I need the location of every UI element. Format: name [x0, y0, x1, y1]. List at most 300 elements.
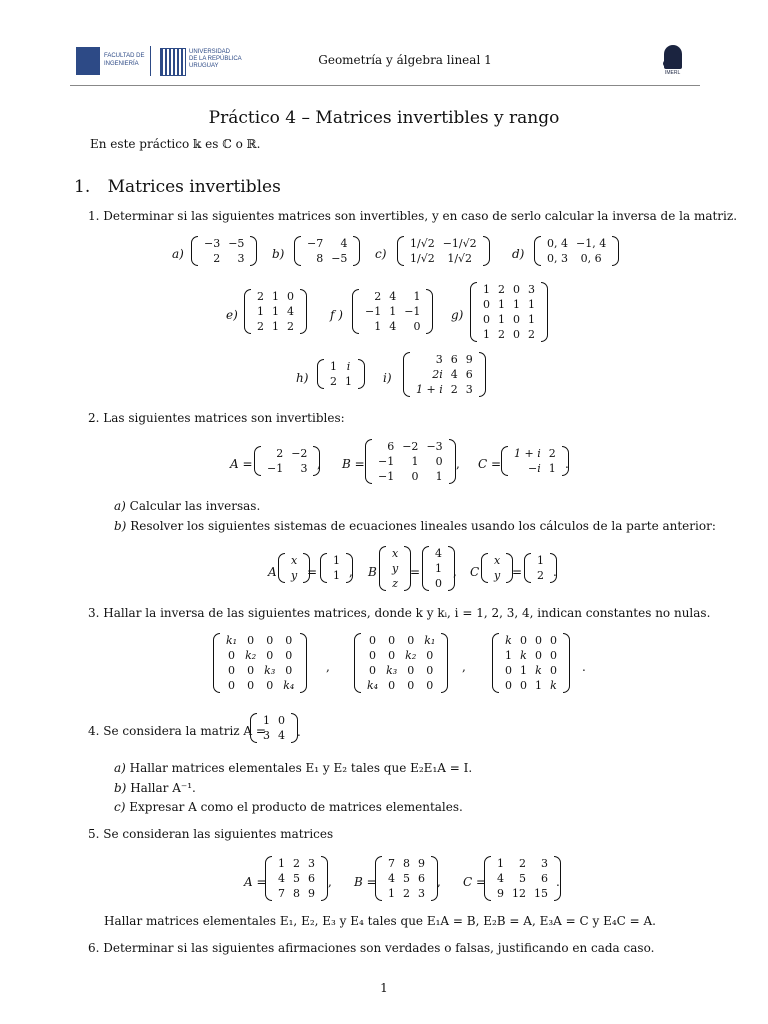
matrix-row [533, 553, 548, 568]
left-paren [191, 236, 198, 266]
matrix-cell: k₂ [405, 649, 417, 662]
matrix-row [501, 648, 561, 663]
matrix-row [326, 359, 356, 374]
matrix-cell: 1 [498, 298, 505, 311]
right-paren [426, 289, 433, 334]
ex3-matrix-1 [213, 633, 307, 693]
ex1-label-g: g) [451, 308, 464, 322]
matrix-row [510, 446, 560, 461]
matrix-cell: 6 [387, 440, 395, 453]
matrix-cell: 9 [308, 887, 315, 900]
matrix-body [326, 359, 356, 389]
fing-logo-line1: FACULTAD DE [104, 53, 145, 59]
matrix-row [479, 282, 539, 297]
equals: = [512, 565, 523, 579]
matrix-row [253, 319, 298, 334]
matrix-cell: y [291, 569, 298, 582]
matrix-cell: k₃ [386, 664, 398, 677]
matrix-cell: 1 [535, 679, 542, 692]
ex1-matrix-c [397, 236, 490, 266]
matrix-body [259, 713, 289, 743]
matrix-row [329, 553, 344, 568]
right-paren [321, 856, 328, 901]
matrix-cell: 0 [228, 649, 236, 662]
period: . [297, 725, 301, 739]
matrix-cell: 2 [276, 447, 284, 460]
matrix-cell: 0 [550, 634, 557, 647]
matrix-cell: 8 [316, 252, 324, 265]
right-paren [300, 633, 307, 693]
matrix-cell: 0 [369, 649, 377, 662]
matrix-cell: 1 [435, 562, 442, 575]
matrix-cell: 0 [278, 714, 285, 727]
matrix-row [384, 856, 429, 871]
matrix-row [303, 251, 351, 266]
matrix-row [384, 871, 429, 886]
matrix-cell: 1 + i [514, 447, 541, 460]
matrix-cell: 2 [528, 328, 535, 341]
ex4-item-b: b) Hallar A⁻¹. [114, 781, 196, 795]
right-paren [300, 289, 307, 334]
matrix-row [543, 251, 610, 266]
left-paren [265, 856, 272, 901]
ex2-B-label: B = [342, 457, 365, 471]
matrix-row [363, 633, 439, 648]
matrix-body [384, 856, 429, 901]
matrix-row [259, 713, 289, 728]
ex1-matrix-g [470, 282, 548, 342]
sysC-vars [481, 553, 513, 583]
matrix-cell: 4 [389, 290, 397, 303]
udelar-line2: DE LA REPÚBLICA [189, 56, 242, 62]
comma: , [349, 565, 353, 579]
matrix-cell: 0 [388, 649, 396, 662]
matrix-cell: 0 [266, 649, 274, 662]
matrix-cell: 2 [257, 320, 264, 333]
matrix-row [501, 663, 561, 678]
matrix-cell: x [291, 554, 298, 567]
matrix-cell: k [520, 649, 527, 662]
ex5-C-label: C = [463, 875, 487, 889]
matrix-cell: 0 [266, 634, 274, 647]
matrix-cell: 1 [278, 857, 285, 870]
ex1-label-c: c) [375, 247, 387, 261]
matrix-cell: 1 [330, 360, 337, 373]
matrix-cell: −1 [378, 470, 395, 483]
matrix-cell: 0 [426, 664, 434, 677]
matrix-cell: 1 [520, 664, 527, 677]
matrix-cell: 4 [450, 368, 458, 381]
ex5-A-label: A = [244, 875, 267, 889]
matrix-cell: k₃ [264, 664, 276, 677]
matrix-cell: 4 [435, 547, 442, 560]
matrix-cell: 2 [548, 447, 556, 460]
matrix-cell: 0 [505, 679, 512, 692]
matrix-cell: 1 [497, 857, 504, 870]
matrix-cell: 5 [403, 872, 410, 885]
left-paren [534, 236, 541, 266]
matrix-cell: −3 [426, 440, 443, 453]
matrix-cell: −1 [267, 462, 284, 475]
page-number: 1 [380, 981, 388, 995]
matrix-body [543, 236, 610, 266]
matrix-cell: 1 [388, 887, 395, 900]
matrix-cell: 2 [537, 569, 544, 582]
matrix-cell: 4 [497, 872, 504, 885]
sysB-vars [379, 546, 411, 591]
matrix-cell: 0 [285, 634, 293, 647]
left-paren [481, 553, 488, 583]
matrix-row [274, 871, 319, 886]
matrix-cell: −1/√2 [442, 237, 477, 250]
matrix-body [388, 546, 402, 591]
matrix-cell: 2 [287, 320, 294, 333]
matrix-row [253, 289, 298, 304]
matrix-cell: 1/√2 [447, 252, 473, 265]
matrix-body [510, 446, 560, 476]
matrix-cell: 0 [435, 577, 442, 590]
matrix-row [222, 663, 298, 678]
matrix-cell: 0 [513, 283, 520, 296]
period: . [565, 457, 569, 471]
matrix-row [287, 568, 301, 583]
matrix-cell: 2 [374, 290, 382, 303]
ex2-item-b-text: Resolver los siguientes sistemas de ecuaciones lineales usando los cálculos de la parte anterior: [130, 519, 716, 533]
matrix-cell: 1 [333, 569, 340, 582]
left-paren [365, 439, 372, 484]
matrix-cell: k₁ [424, 634, 436, 647]
matrix-cell: 3 [263, 729, 270, 742]
matrix-cell: 2 [498, 283, 505, 296]
udelar-line3: URUGUAY [189, 63, 219, 69]
matrix-cell: 1/√2 [410, 252, 435, 265]
ex1-label-f: f ) [330, 308, 343, 322]
matrix-cell: 1 [389, 305, 397, 318]
matrix-cell: 3 [237, 252, 245, 265]
intro-text: En este práctico 𝕜 es ℂ o ℝ. [90, 137, 261, 151]
comma: , [317, 457, 321, 471]
matrix-cell: −5 [228, 237, 245, 250]
ex3-matrix-2 [354, 633, 448, 693]
matrix-body [253, 289, 298, 334]
logo-divider [150, 46, 151, 76]
udelar-line1: UNIVERSIDAD [189, 49, 231, 55]
matrix-cell: 2 [450, 383, 458, 396]
matrix-body [493, 856, 552, 901]
comma: , [328, 875, 332, 889]
matrix-cell: 0 [550, 664, 557, 677]
matrix-body [533, 553, 548, 583]
matrix-cell: 6 [308, 872, 315, 885]
matrix-body [222, 633, 298, 693]
matrix-row [253, 304, 298, 319]
matrix-cell: y [494, 569, 501, 582]
matrix-cell: 1 [513, 298, 520, 311]
right-paren [563, 633, 570, 693]
ex1-label-e: e) [226, 308, 238, 322]
matrix-cell: 0 [247, 634, 255, 647]
left-paren [397, 236, 404, 266]
matrix-cell: 1 [498, 313, 505, 326]
matrix-cell: 1 [333, 554, 340, 567]
matrix-cell: 0 [550, 649, 557, 662]
course-name: Geometría y álgebra lineal 1 [318, 53, 492, 67]
matrix-cell: 0 [520, 679, 527, 692]
matrix-cell: 12 [512, 887, 526, 900]
left-paren [379, 546, 386, 591]
matrix-body [374, 439, 447, 484]
comma: , [326, 660, 330, 674]
matrix-cell: 1 [483, 283, 490, 296]
ex5-matrix-A [265, 856, 328, 901]
matrix-row [479, 297, 539, 312]
matrix-cell: −2 [291, 447, 308, 460]
ex2-item-a-text: Calcular las inversas. [129, 499, 261, 513]
matrix-row [510, 461, 560, 476]
left-paren [320, 553, 327, 583]
left-paren [250, 713, 257, 743]
left-paren [244, 289, 251, 334]
matrix-cell: 2i [432, 368, 443, 381]
matrix-cell: 1 [257, 305, 264, 318]
matrix-cell: z [392, 577, 398, 590]
matrix-cell: 0 [247, 679, 255, 692]
matrix-cell: 3 [418, 887, 425, 900]
matrix-cell: 0 [369, 664, 377, 677]
matrix-cell: 0 [287, 290, 294, 303]
matrix-cell: −1 [365, 305, 382, 318]
ex2-C-label: C = [478, 457, 502, 471]
matrix-cell: 6 [418, 872, 425, 885]
matrix-cell: −7 [307, 237, 324, 250]
matrix-body [479, 282, 539, 342]
section-number: 1. [74, 177, 91, 197]
matrix-cell: 2 [330, 375, 337, 388]
matrix-cell: 3 [300, 462, 308, 475]
matrix-body [287, 553, 301, 583]
matrix-cell: 0 [285, 664, 293, 677]
matrix-body [490, 553, 504, 583]
ex4-item-b-text: Hallar A⁻¹. [130, 781, 196, 795]
matrix-row [501, 678, 561, 693]
matrix-row [263, 461, 311, 476]
matrix-row [222, 678, 298, 693]
matrix-cell: 15 [534, 887, 548, 900]
equals: = [410, 565, 421, 579]
fing-logo-line2: INGENIERÍA [104, 61, 139, 67]
matrix-cell: 0 [407, 664, 415, 677]
fing-logo-text [104, 52, 144, 68]
left-paren [422, 546, 429, 591]
matrix-cell: −1, 4 [576, 237, 607, 250]
sysB-label: B [368, 565, 377, 579]
matrix-body [303, 236, 351, 266]
matrix-cell: 5 [293, 872, 300, 885]
matrix-cell: 0, 4 [547, 237, 568, 250]
matrix-body [263, 446, 311, 476]
matrix-row [406, 236, 481, 251]
matrix-cell: 2 [257, 290, 264, 303]
matrix-cell: 0 [535, 649, 542, 662]
matrix-cell: 0 [369, 634, 377, 647]
period: . [556, 875, 560, 889]
ex1-matrix-b [294, 236, 360, 266]
matrix-cell: 9 [497, 887, 504, 900]
matrix-row [493, 871, 552, 886]
matrix-row [431, 561, 446, 576]
matrix-cell: 0 [285, 649, 293, 662]
matrix-cell: 0 [426, 679, 434, 692]
matrix-cell: −1 [378, 455, 395, 468]
matrix-cell: 4 [287, 305, 294, 318]
matrix-row [490, 553, 504, 568]
matrix-cell: 1 [272, 290, 279, 303]
equals: = [307, 565, 318, 579]
matrix-cell: 4 [389, 320, 397, 333]
right-paren [441, 633, 448, 693]
matrix-cell: −1 [404, 305, 421, 318]
ex1-label-a: a) [172, 247, 184, 261]
fing-logo [76, 47, 100, 75]
ex3-text: 3. Hallar la inversa de las siguientes matrices, donde k y kᵢ, i = 1, 2, 3, 4, indican constantes no nulas. [88, 606, 711, 620]
matrix-body [329, 553, 344, 583]
ex2-item-a: a) Calcular las inversas. [114, 499, 261, 513]
ex4-item-a-text: Hallar matrices elementales E₁ y E₂ tales que E₂E₁A = I. [129, 761, 473, 775]
matrix-cell: 1 [413, 290, 421, 303]
matrix-cell: 1 [528, 313, 535, 326]
udelar-logo-text [189, 49, 242, 70]
matrix-cell: 0 [411, 470, 419, 483]
matrix-row [490, 568, 504, 583]
matrix-cell: 6 [450, 353, 458, 366]
matrix-cell: 2 [519, 857, 526, 870]
matrix-cell: i [346, 360, 351, 373]
matrix-row [363, 663, 439, 678]
matrix-cell: 0 [505, 664, 512, 677]
matrix-cell: 4 [278, 729, 285, 742]
comma: , [437, 875, 441, 889]
matrix-row [374, 469, 447, 484]
ex2-A-label: A = [230, 457, 253, 471]
matrix-cell: 0, 3 [547, 252, 568, 265]
left-paren [403, 352, 410, 397]
ex2-text: 2. Las siguientes matrices son invertibles: [88, 411, 345, 425]
matrix-row [374, 454, 447, 469]
left-paren [524, 553, 531, 583]
ex3-matrix-3 [492, 633, 570, 693]
matrix-cell: 9 [418, 857, 425, 870]
left-paren [317, 359, 324, 389]
matrix-row [412, 367, 477, 382]
comma: , [462, 660, 466, 674]
imerl-dot-icon [663, 60, 670, 67]
matrix-cell: 4 [340, 237, 348, 250]
page-title: Práctico 4 – Matrices invertibles y rango [208, 108, 560, 128]
matrix-cell: 4 [278, 872, 285, 885]
matrix-row [259, 728, 289, 743]
right-paren [353, 236, 360, 266]
ex4-item-c: c) Expresar A como el producto de matrices elementales. [114, 800, 463, 814]
right-paren [479, 352, 486, 397]
ex1-text: 1. Determinar si las siguientes matrices son invertibles, y en caso de serlo calcular la inversa de la matriz. [88, 209, 738, 223]
matrix-body [501, 633, 561, 693]
matrix-row [479, 312, 539, 327]
ex1-label-i: i) [383, 371, 392, 385]
matrix-cell: 3 [528, 283, 535, 296]
matrix-cell: 1 [537, 554, 544, 567]
matrix-cell: 3 [465, 383, 473, 396]
matrix-cell: 4 [388, 872, 395, 885]
matrix-cell: −3 [204, 237, 221, 250]
matrix-cell: 1 [263, 714, 270, 727]
matrix-body [274, 856, 319, 901]
matrix-row [493, 886, 552, 901]
ex4-item-a: a) Hallar matrices elementales E₁ y E₂ tales que E₂E₁A = I. [114, 761, 473, 775]
matrix-cell: 0 [413, 320, 421, 333]
matrix-cell: 1 [528, 298, 535, 311]
matrix-cell: 0 [388, 634, 396, 647]
ex6-text: 6. Determinar si las siguientes afirmaciones son verdades o falsas, justificando en cada caso. [88, 941, 655, 955]
matrix-cell: 1 [435, 470, 443, 483]
section-heading [74, 177, 281, 197]
ex1-label-h: h) [296, 371, 309, 385]
ex4-matrix-A [250, 713, 298, 743]
left-paren [278, 553, 285, 583]
header-rule [70, 85, 700, 86]
left-paren [484, 856, 491, 901]
matrix-row [543, 236, 610, 251]
matrix-cell: k [505, 634, 512, 647]
matrix-cell: 1 [272, 305, 279, 318]
matrix-row [274, 856, 319, 871]
matrix-cell: 1 [345, 375, 352, 388]
matrix-cell: 1 [548, 462, 556, 475]
period: . [582, 660, 586, 674]
ex5-text: 5. Se consideran las siguientes matrices [88, 827, 334, 841]
matrix-cell: 0 [483, 298, 490, 311]
matrix-row [363, 648, 439, 663]
matrix-cell: 2 [213, 252, 221, 265]
matrix-cell: 0, 6 [580, 252, 602, 265]
matrix-row [412, 382, 477, 397]
comma: , [456, 457, 460, 471]
sysC-label: C [470, 565, 480, 579]
matrix-cell: 2 [293, 857, 300, 870]
left-paren [375, 856, 382, 901]
matrix-cell: 7 [278, 887, 285, 900]
ex1-matrix-h [317, 359, 365, 389]
ex1-matrix-f [352, 289, 433, 334]
matrix-body [200, 236, 248, 266]
comma: , [453, 565, 457, 579]
matrix-cell: 1 [374, 320, 382, 333]
matrix-cell: y [392, 562, 399, 575]
matrix-cell: 5 [519, 872, 526, 885]
matrix-cell: 0 [513, 313, 520, 326]
matrix-row [384, 886, 429, 901]
matrix-cell: 1 + i [416, 383, 443, 396]
matrix-cell: 8 [403, 857, 410, 870]
matrix-row [363, 678, 439, 693]
matrix-cell: 7 [388, 857, 395, 870]
matrix-cell: x [494, 554, 501, 567]
right-paren [449, 439, 456, 484]
left-paren [352, 289, 359, 334]
sysA-vars [278, 553, 310, 583]
ex5-matrix-C [484, 856, 561, 901]
ex5-B-label: B = [354, 875, 377, 889]
matrix-cell: 3 [308, 857, 315, 870]
